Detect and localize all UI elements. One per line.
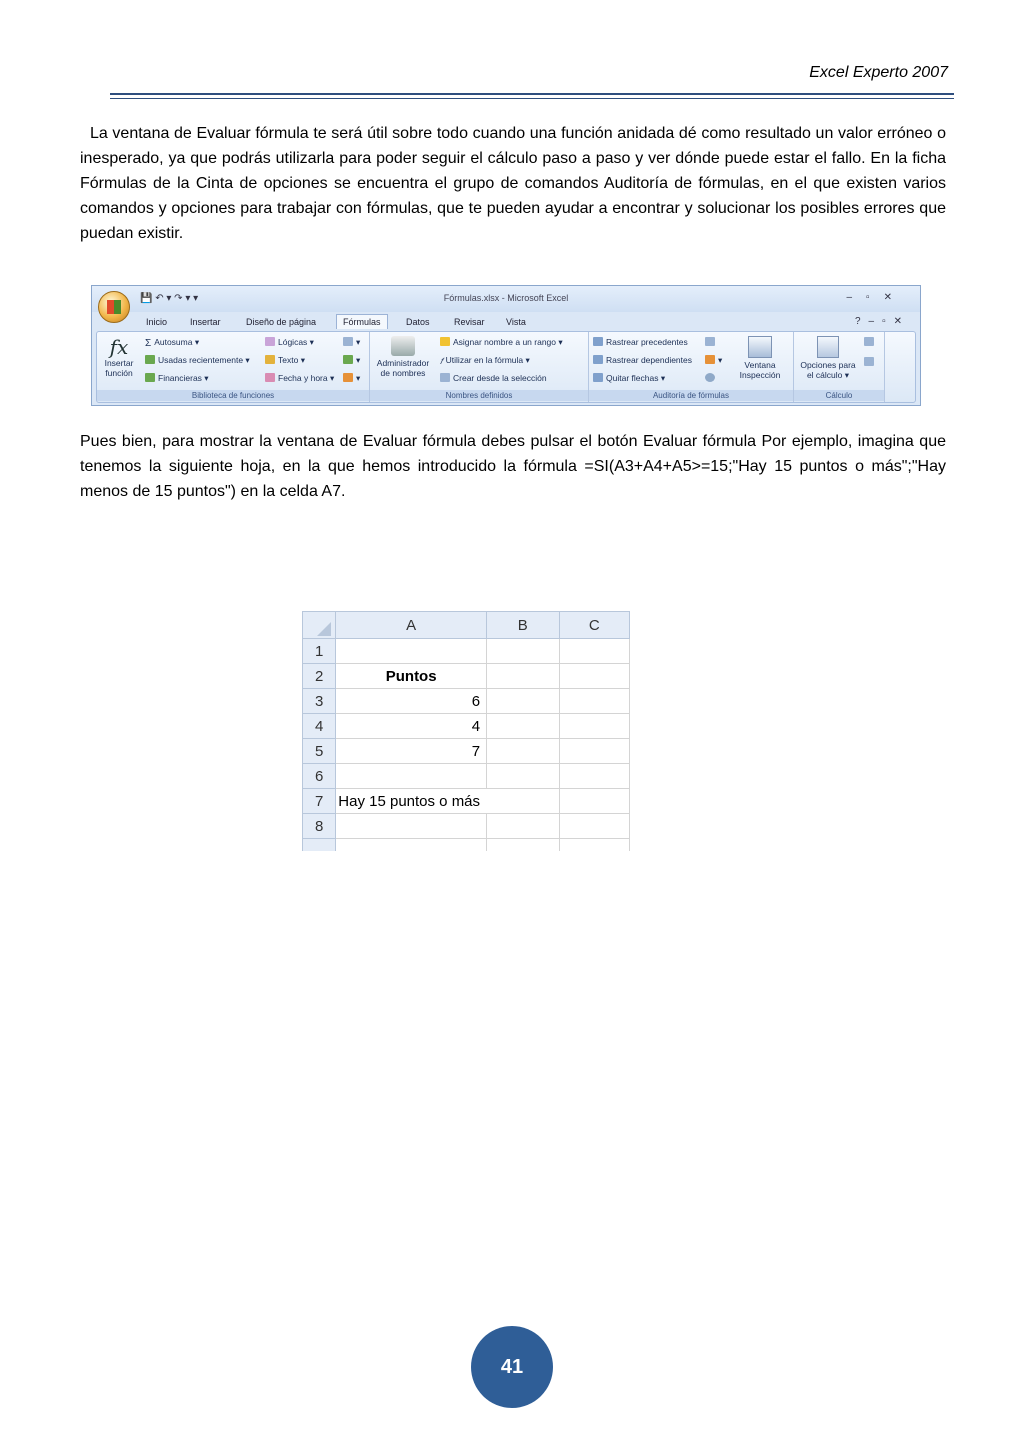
header-rule-thin (110, 98, 954, 99)
remove-arrows-icon (593, 373, 603, 382)
book-icon (145, 355, 155, 364)
matematicas-button[interactable]: ▾ (343, 355, 360, 366)
fecha-hora-button[interactable]: Fecha y hora ▾ (265, 373, 334, 384)
calculator-icon (817, 336, 839, 358)
window-title: Fórmulas.xlsx - Microsoft Excel (443, 293, 569, 303)
grid-icon (440, 373, 450, 382)
group-label: Cálculo (794, 390, 884, 401)
cell-a1[interactable] (336, 639, 487, 664)
cell-a8[interactable] (336, 814, 487, 839)
spreadsheet-screenshot (302, 611, 630, 851)
calcular-ahora-button[interactable] (864, 337, 877, 347)
intro-paragraph: La ventana de Evaluar fórmula te será útil sobre todo cuando una función anidada dé como resultado un valor erróneo o inesperado, ya que podrás utilizarla para poder seguir el cálculo paso a paso y ver dónde puede estar el fallo. En la ficha Fórmulas de la Cinta de opciones se encuentra el grupo de comandos Auditoría de fórmulas, en el que existen varios comandos y opciones para trabajar con fórmulas, que te pueden ayudar a encontrar y solucionar los posibles errores que puedan existir. (80, 125, 946, 242)
cell-c1[interactable] (559, 639, 629, 664)
cell-a5[interactable]: 7 (336, 739, 487, 764)
sheet-row (303, 839, 630, 852)
cell-b8[interactable] (487, 814, 560, 839)
cell (559, 839, 629, 852)
text-icon (265, 355, 275, 364)
cell-c7[interactable] (559, 789, 629, 814)
ventana-inspeccion-button[interactable] (733, 336, 787, 380)
more-functions-icon (343, 373, 353, 382)
quitar-flechas-button[interactable]: Quitar flechas ▾ (593, 373, 665, 384)
sheet-row (303, 814, 630, 839)
book-icon (145, 373, 155, 382)
row-header[interactable]: 4 (303, 714, 336, 739)
comprobacion-errores-button[interactable]: ▾ (705, 355, 722, 366)
mostrar-formulas-button[interactable] (705, 337, 718, 347)
cell-c2[interactable] (559, 664, 629, 689)
group-calculo (794, 332, 885, 402)
header-title: Excel Experto 2007 (809, 64, 948, 81)
group-auditoria-formulas (589, 332, 794, 402)
tab-inicio[interactable]: Inicio (146, 317, 168, 327)
row-header[interactable]: 2 (303, 664, 336, 689)
sheet-row (303, 714, 630, 739)
tab-diseno-pagina[interactable]: Diseño de página (246, 317, 317, 327)
crear-seleccion-button[interactable]: Crear desde la selección (440, 373, 547, 383)
row-header[interactable]: 7 (303, 789, 336, 814)
logicas-button[interactable]: Lógicas ▾ (265, 337, 314, 348)
group-label: Nombres definidos (370, 390, 588, 401)
sheet-row (303, 789, 630, 814)
cell-a7[interactable]: Hay 15 puntos o más (336, 789, 487, 814)
quick-access-toolbar[interactable]: 💾 ↶ ▾ ↷ ▾ ▾ (140, 293, 199, 304)
help-and-doc-controls[interactable]: ?–▫✕ (854, 316, 910, 327)
asignar-nombre-button[interactable]: Asignar nombre a un rango ▾ (440, 337, 563, 348)
watch-window-icon (748, 336, 772, 358)
excel-ribbon-screenshot (91, 285, 921, 406)
page-number-badge: 41 (471, 1326, 553, 1408)
cell-a2[interactable]: Puntos (336, 664, 487, 689)
cell-c3[interactable] (559, 689, 629, 714)
insert-function-button[interactable] (101, 336, 137, 378)
tab-datos[interactable]: Datos (406, 317, 430, 327)
rastrear-dependientes-button[interactable]: Rastrear dependientes (593, 355, 692, 365)
cell-c6[interactable] (559, 764, 629, 789)
opciones-calculo-button[interactable]: Opciones para el cálculo ▾ (796, 336, 860, 380)
cell-b3[interactable] (487, 689, 560, 714)
calculate-sheet-icon (864, 357, 874, 366)
group-label: Biblioteca de funciones (97, 390, 369, 401)
cell (487, 839, 560, 852)
tab-insertar[interactable]: Insertar (190, 317, 221, 327)
calcular-hoja-button[interactable] (864, 357, 877, 367)
busqueda-referencia-button[interactable]: ▾ (343, 337, 360, 348)
cell-c8[interactable] (559, 814, 629, 839)
column-header[interactable]: B (487, 612, 560, 639)
rastrear-precedentes-button[interactable]: Rastrear precedentes (593, 337, 688, 347)
trace-arrow-icon (593, 355, 603, 364)
select-all-corner[interactable] (303, 612, 336, 639)
column-header[interactable]: C (559, 612, 629, 639)
administrador-label: Administrador de nombres (376, 358, 430, 378)
cell-b6[interactable] (487, 764, 560, 789)
header-rule (110, 93, 954, 95)
opciones-label: Opciones para el cálculo (800, 360, 856, 380)
cell-a4[interactable]: 4 (336, 714, 487, 739)
error-check-icon (705, 355, 715, 364)
sheet-row (303, 664, 630, 689)
row-header[interactable]: 8 (303, 814, 336, 839)
fx-icon: fx (109, 335, 129, 359)
tab-vista[interactable]: Vista (506, 317, 526, 327)
office-button-icon[interactable] (98, 291, 130, 323)
show-formulas-icon (705, 337, 715, 346)
lookup-icon (343, 337, 353, 346)
utilizar-formula-button[interactable]: 𝑓 Utilizar en la fórmula ▾ (440, 355, 530, 366)
sheet-row (303, 764, 630, 789)
cell-b5[interactable] (487, 739, 560, 764)
sheet-row (303, 639, 630, 664)
row-header[interactable]: 6 (303, 764, 336, 789)
book-icon (265, 337, 275, 346)
cell-b1[interactable] (487, 639, 560, 664)
tab-revisar[interactable]: Revisar (454, 317, 485, 327)
texto-button[interactable]: Texto ▾ (265, 355, 305, 366)
evaluar-formula-button[interactable] (705, 373, 718, 383)
row-header[interactable]: 1 (303, 639, 336, 664)
sheet-row (303, 739, 630, 764)
tag-icon (440, 337, 450, 346)
financieras-button[interactable]: Financieras ▾ (145, 373, 209, 384)
mas-funciones-button[interactable]: ▾ (343, 373, 360, 384)
body-paragraph: Pues bien, para mostrar la ventana de Evaluar fórmula debes pulsar el botón Evaluar fórmula Por ejemplo, imagina que tenemos la siguiente hoja, en la que hemos introducido la fórmula =SI(A3+A4+A5>=15;"Hay 15 puntos o más";"Hay menos de 15 puntos") en la celda A7. (80, 433, 946, 500)
column-header[interactable]: A (336, 612, 487, 639)
group-biblioteca-funciones (97, 332, 370, 402)
cell-b2[interactable] (487, 664, 560, 689)
cell-c4[interactable] (559, 714, 629, 739)
magnifier-icon (705, 373, 715, 382)
cell-a3[interactable]: 6 (336, 689, 487, 714)
window-controls[interactable]: –▫✕ (846, 292, 906, 303)
row-header (303, 839, 336, 852)
administrador-nombres-button[interactable] (372, 336, 434, 378)
calculate-icon (864, 337, 874, 346)
cell-a6[interactable] (336, 764, 487, 789)
ribbon-body (96, 331, 916, 403)
tab-formulas[interactable]: Fórmulas (336, 314, 388, 329)
cell-b4[interactable] (487, 714, 560, 739)
row-header[interactable]: 5 (303, 739, 336, 764)
cell-b7[interactable] (487, 789, 560, 814)
usadas-recientemente-button[interactable]: Usadas recientemente ▾ (145, 355, 250, 366)
group-nombres-definidos (370, 332, 589, 402)
fx-small-icon: 𝑓 (440, 356, 443, 366)
trace-arrow-icon (593, 337, 603, 346)
sheet-row (303, 689, 630, 714)
book-icon (265, 373, 275, 382)
ventana-label: Ventana Inspección (739, 360, 781, 380)
sigma-icon: Σ (145, 338, 152, 349)
cell-c5[interactable] (559, 739, 629, 764)
cell (336, 839, 487, 852)
column-header-row (303, 612, 630, 639)
name-manager-icon (391, 336, 415, 356)
insert-function-label: Insertar función (104, 358, 134, 378)
row-header[interactable]: 3 (303, 689, 336, 714)
math-icon (343, 355, 353, 364)
group-label: Auditoría de fórmulas (589, 390, 793, 401)
autosuma-button[interactable]: Σ Autosuma ▾ (145, 337, 200, 349)
title-bar (92, 286, 920, 312)
